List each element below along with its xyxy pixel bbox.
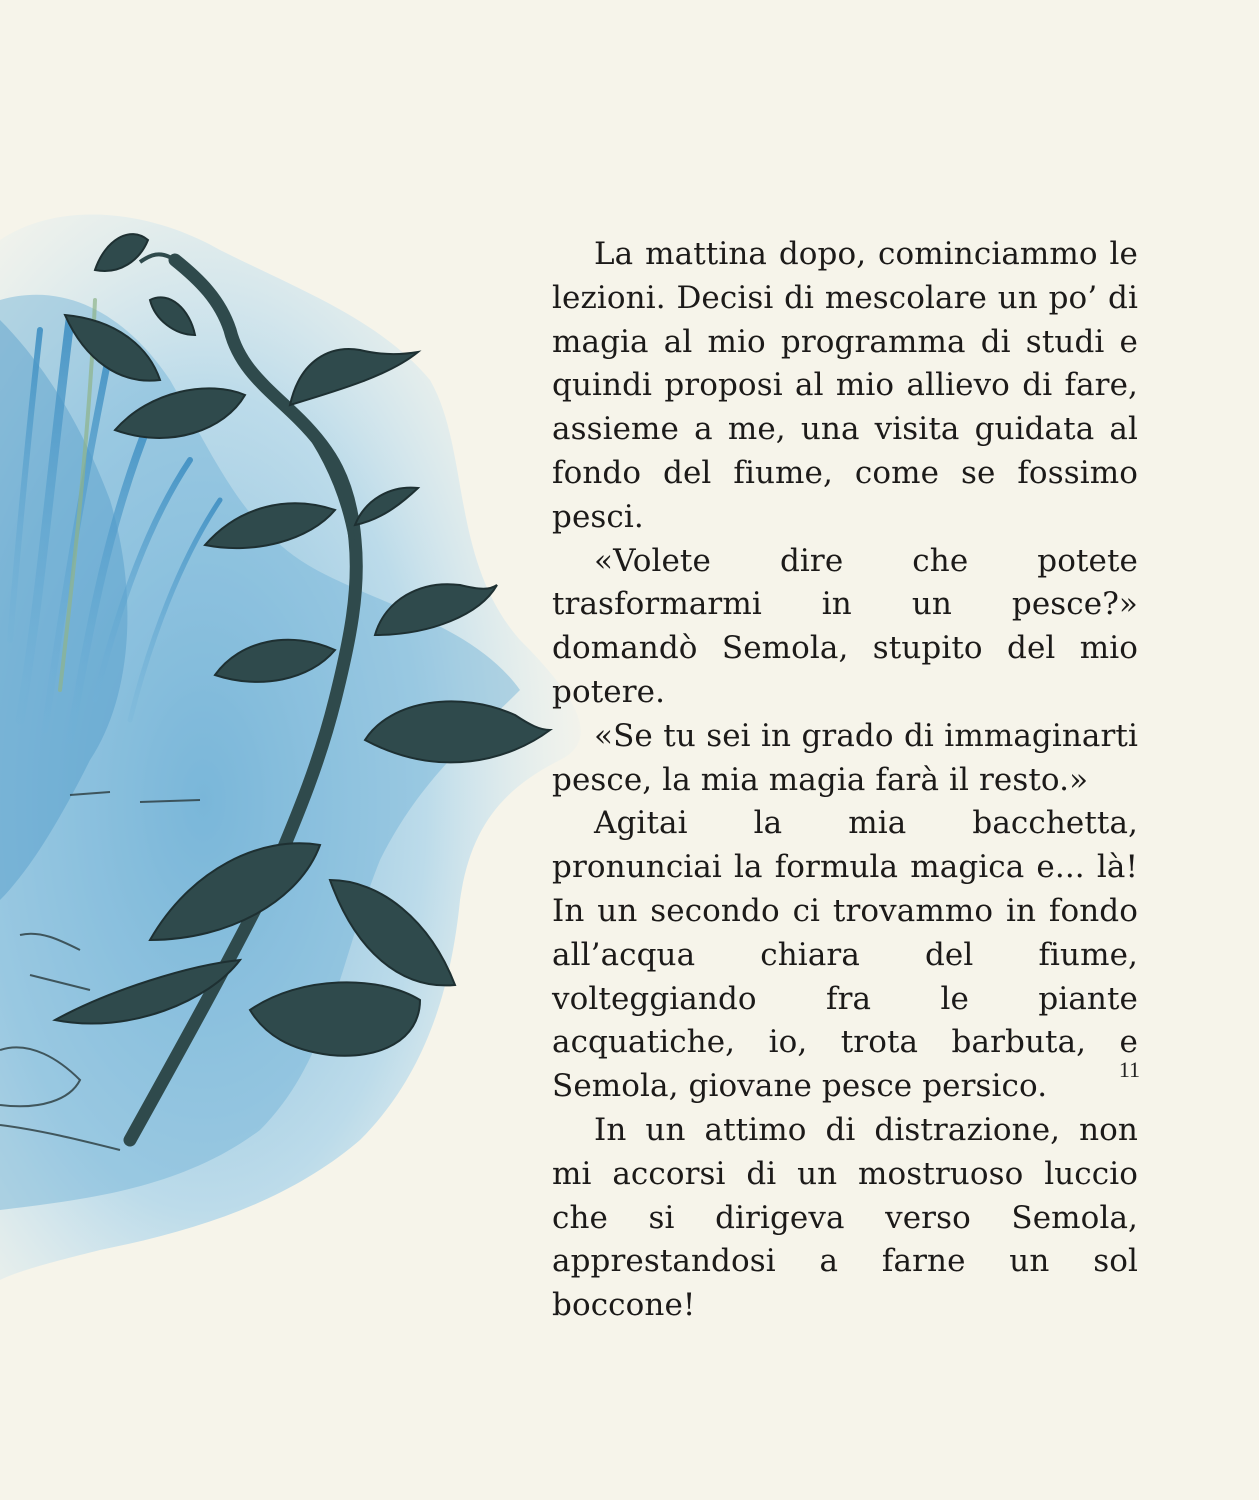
story-paragraph: Agitai la mia bacchetta, pronunciai la formula magica e... là! In un secondo ci trovammo in fondo all’acqua chiara del fiume, volteggiando fra le piante acquatiche, io, trota barbuta, e Semola, giovane pesce persico. — [552, 805, 1138, 1105]
story-paragraph: In un attimo di distrazione, non mi accorsi di un mostruoso luccio che si dirigeva verso Semola, apprestandosi a farne un sol boccone! — [552, 1111, 1138, 1324]
water-plant-illustration — [0, 0, 620, 1300]
story-text — [552, 233, 1138, 1328]
story-paragraph: «Se tu sei in grado di immaginarti pesce, la mia magia farà il resto.» — [552, 717, 1138, 798]
story-paragraph: La mattina dopo, cominciammo le lezioni. Decisi di mescolare un po’ di magia al mio programma di studi e quindi proposi al mio allievo di fare, assieme a me, una visita guidata al fondo del fiume, come se fossimo pesci. — [552, 236, 1138, 535]
story-paragraph: «Volete dire che potete trasformarmi in un pesce?» domandò Semola, stupito del mio potere. — [552, 542, 1138, 710]
page-number: 11 — [1118, 1057, 1140, 1082]
